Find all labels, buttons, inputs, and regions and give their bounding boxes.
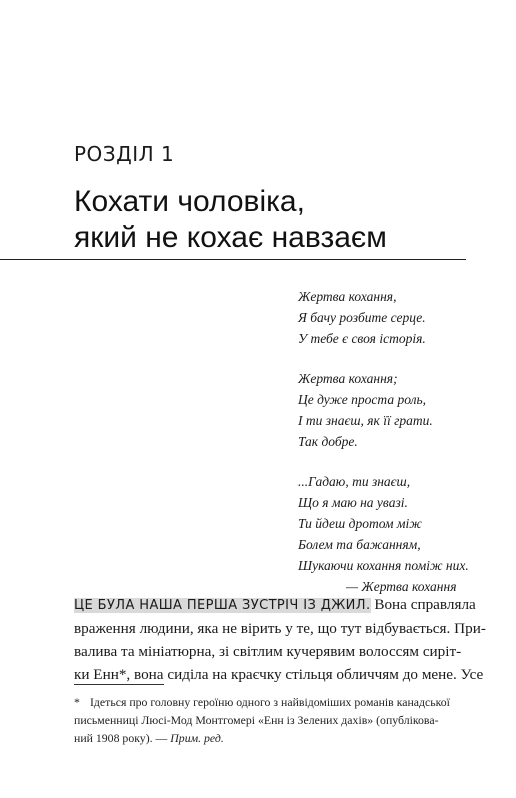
chapter-title-line-2: який не кохає навзаєм [74, 221, 387, 254]
epigraph-line: Шукаючи кохання поміж них. [298, 558, 469, 573]
epigraph-line: Болем та бажанням, [298, 537, 421, 552]
epigraph-stanza-2 [298, 368, 498, 452]
footnote [74, 693, 474, 747]
chapter-title-line-1: Кохати чоловіка, [74, 185, 305, 218]
epigraph-attribution: — Жертва кохання [346, 579, 457, 594]
epigraph-line: Що я маю на увазі. [298, 495, 408, 510]
body-text [74, 593, 486, 686]
chapter-label: РОЗДІЛ 1 [74, 142, 175, 166]
epigraph-line: Я бачу розбите серце. [298, 310, 426, 325]
footnote-mark: * [74, 695, 80, 709]
epigraph-stanza-1 [298, 286, 498, 349]
body-line-3: валива та мініатюрна, зі світлим кучерявим волоссям сиріт- [74, 643, 462, 660]
title-divider [0, 259, 466, 260]
footnote-line-1-text: Ідеться про головну героїню одного з найвідоміших романів канадської [90, 695, 450, 709]
footnote-line-2: письменниці Люсі-Мод Монтгомері «Енн із Зелених дахів» (опублікова- [74, 713, 439, 727]
epigraph-line: І ти знаєш, як її грати. [298, 413, 433, 428]
footnote-divider [74, 684, 164, 685]
epigraph-line: ...Гадаю, ти знаєш, [298, 474, 411, 489]
epigraph-line: Так добре. [298, 434, 358, 449]
epigraph [298, 286, 498, 597]
body-line-2: враження людини, яка не вірить у те, що тут відбувається. При- [74, 620, 486, 637]
epigraph-line: Це дуже проста роль, [298, 392, 427, 407]
epigraph-line: Жертва кохання; [298, 371, 398, 386]
footnote-line-3 [74, 729, 474, 747]
lead-in-caps: ЦЕ БУЛА НАША ПЕРША ЗУСТРІЧ ІЗ ДЖИЛ. [74, 598, 371, 613]
body-line-1 [74, 593, 476, 617]
footnote-line-1 [74, 693, 474, 711]
epigraph-stanza-3 [298, 471, 498, 597]
epigraph-line: Ти йдеш дротом між [298, 516, 422, 531]
chapter-title [74, 184, 494, 256]
footnote-line-3-text: ний 1908 року). — [74, 731, 168, 745]
body-line-1-rest: Вона справляла [370, 596, 476, 613]
editor-note: Прим. ред. [170, 731, 224, 745]
epigraph-line: У тебе є своя історія. [298, 331, 426, 346]
body-line-4: ки Енн*, вона сиділа на краєчку стільця обличчям до мене. Усе [74, 666, 484, 683]
epigraph-line: Жертва кохання, [298, 289, 397, 304]
